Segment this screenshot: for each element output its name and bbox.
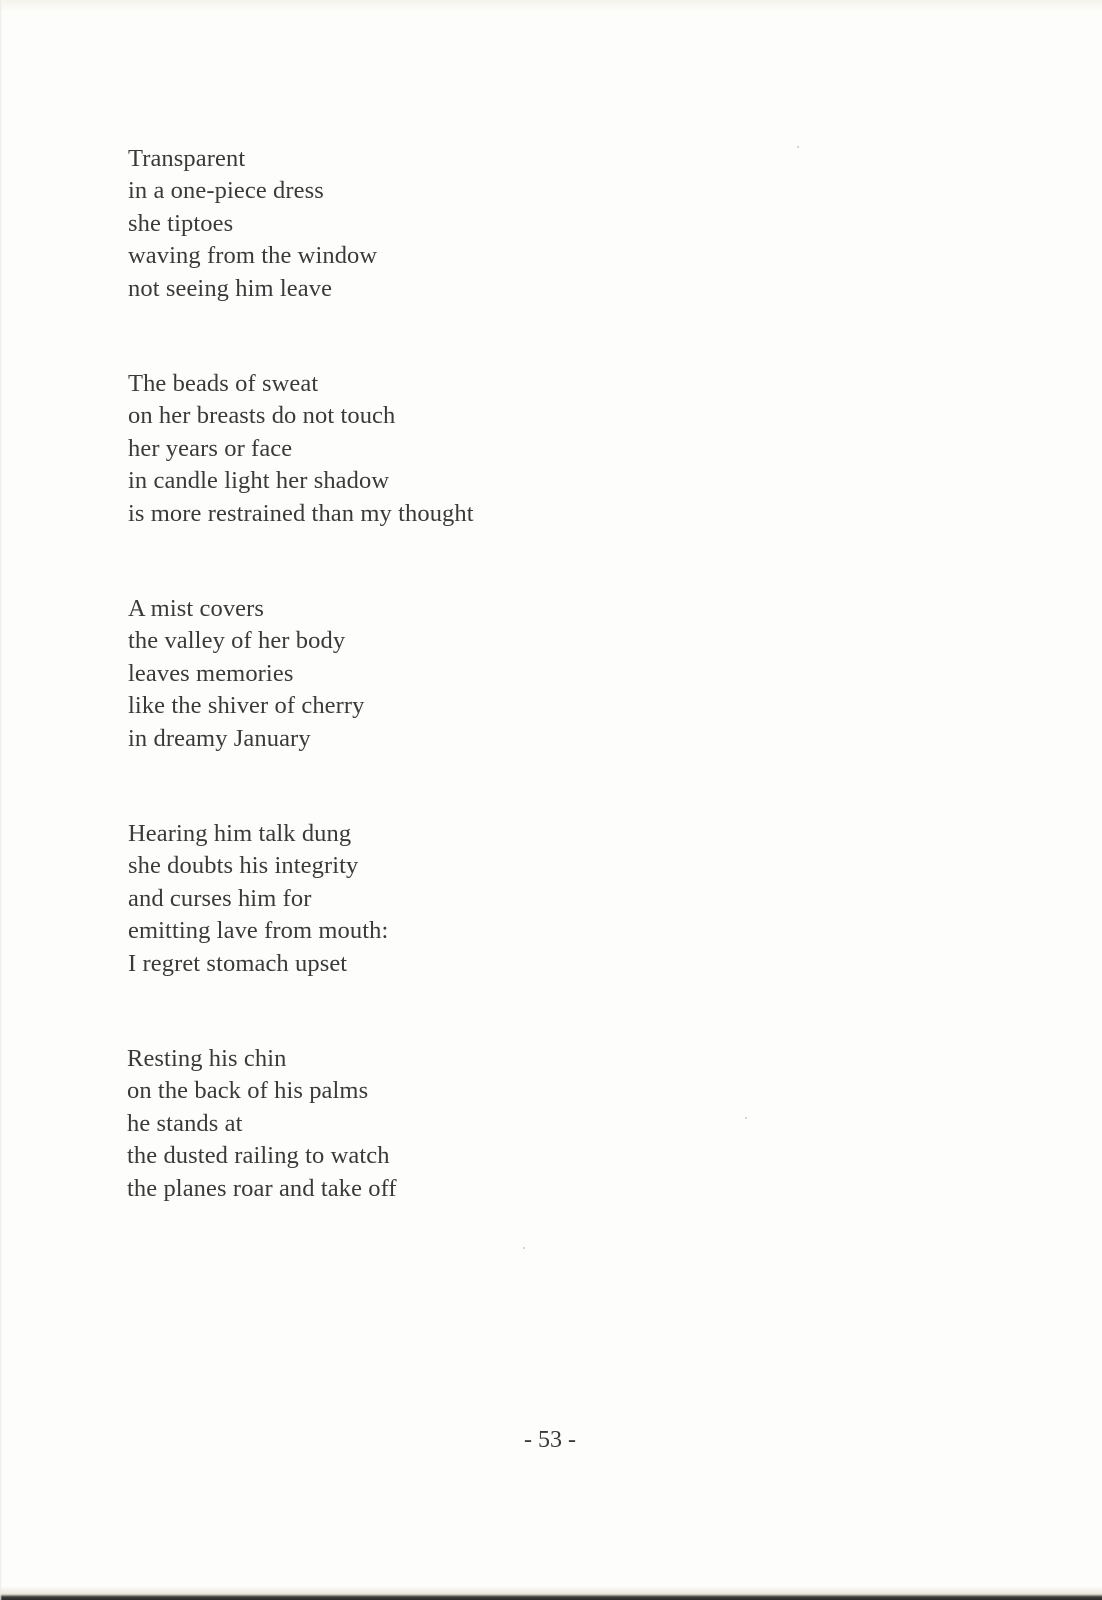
stanza-line: Resting his chin <box>127 1045 287 1072</box>
stanza-line: emitting lave from mouth: <box>128 917 389 945</box>
stanza-line: he stands at <box>127 1109 243 1137</box>
stanza-line: leaves memories <box>128 659 294 687</box>
stanza-line: her years or face <box>128 434 293 462</box>
paper-speck <box>797 146 799 148</box>
stanza-line: Transparent <box>128 145 246 172</box>
stanza-line: I regret stomach upset <box>128 949 348 977</box>
stanza-5 <box>127 1043 397 1205</box>
stanza-2 <box>128 368 474 530</box>
page-number: - 53 - <box>524 1427 576 1453</box>
stanza-line: in a one-piece dress <box>128 177 324 205</box>
stanza-line: she tiptoes <box>128 209 234 237</box>
stanza-line: on her breasts do not touch <box>128 402 396 430</box>
paper-speck <box>523 1247 525 1249</box>
stanza-line: the valley of her body <box>128 627 346 655</box>
stanza-line: in dreamy January <box>128 724 311 752</box>
stanza-line: waving from the window <box>128 242 378 270</box>
stanza-line: the dusted railing to watch <box>127 1142 390 1170</box>
stanza-line: is more restrained than my thought <box>128 499 474 527</box>
stanza-line: not seeing him leave <box>128 274 333 302</box>
stanza-4 <box>128 818 388 980</box>
page-edge-shadow <box>0 0 2 1600</box>
stanza-line: Hearing him talk dung <box>128 820 352 847</box>
stanza-1 <box>128 143 377 305</box>
paper-speck <box>745 1117 747 1119</box>
stanza-line: like the shiver of cherry <box>128 692 365 720</box>
stanza-line: in candle light her shadow <box>128 467 390 495</box>
stanza-line: and curses him for <box>128 884 312 912</box>
stanza-3 <box>128 593 365 755</box>
stanza-line: on the back of his palms <box>127 1077 369 1105</box>
stanza-line: the planes roar and take off <box>127 1174 397 1202</box>
stanza-line: A mist covers <box>128 595 265 622</box>
stanza-line: she doubts his integrity <box>128 852 359 880</box>
stanza-line: The beads of sweat <box>128 370 319 397</box>
